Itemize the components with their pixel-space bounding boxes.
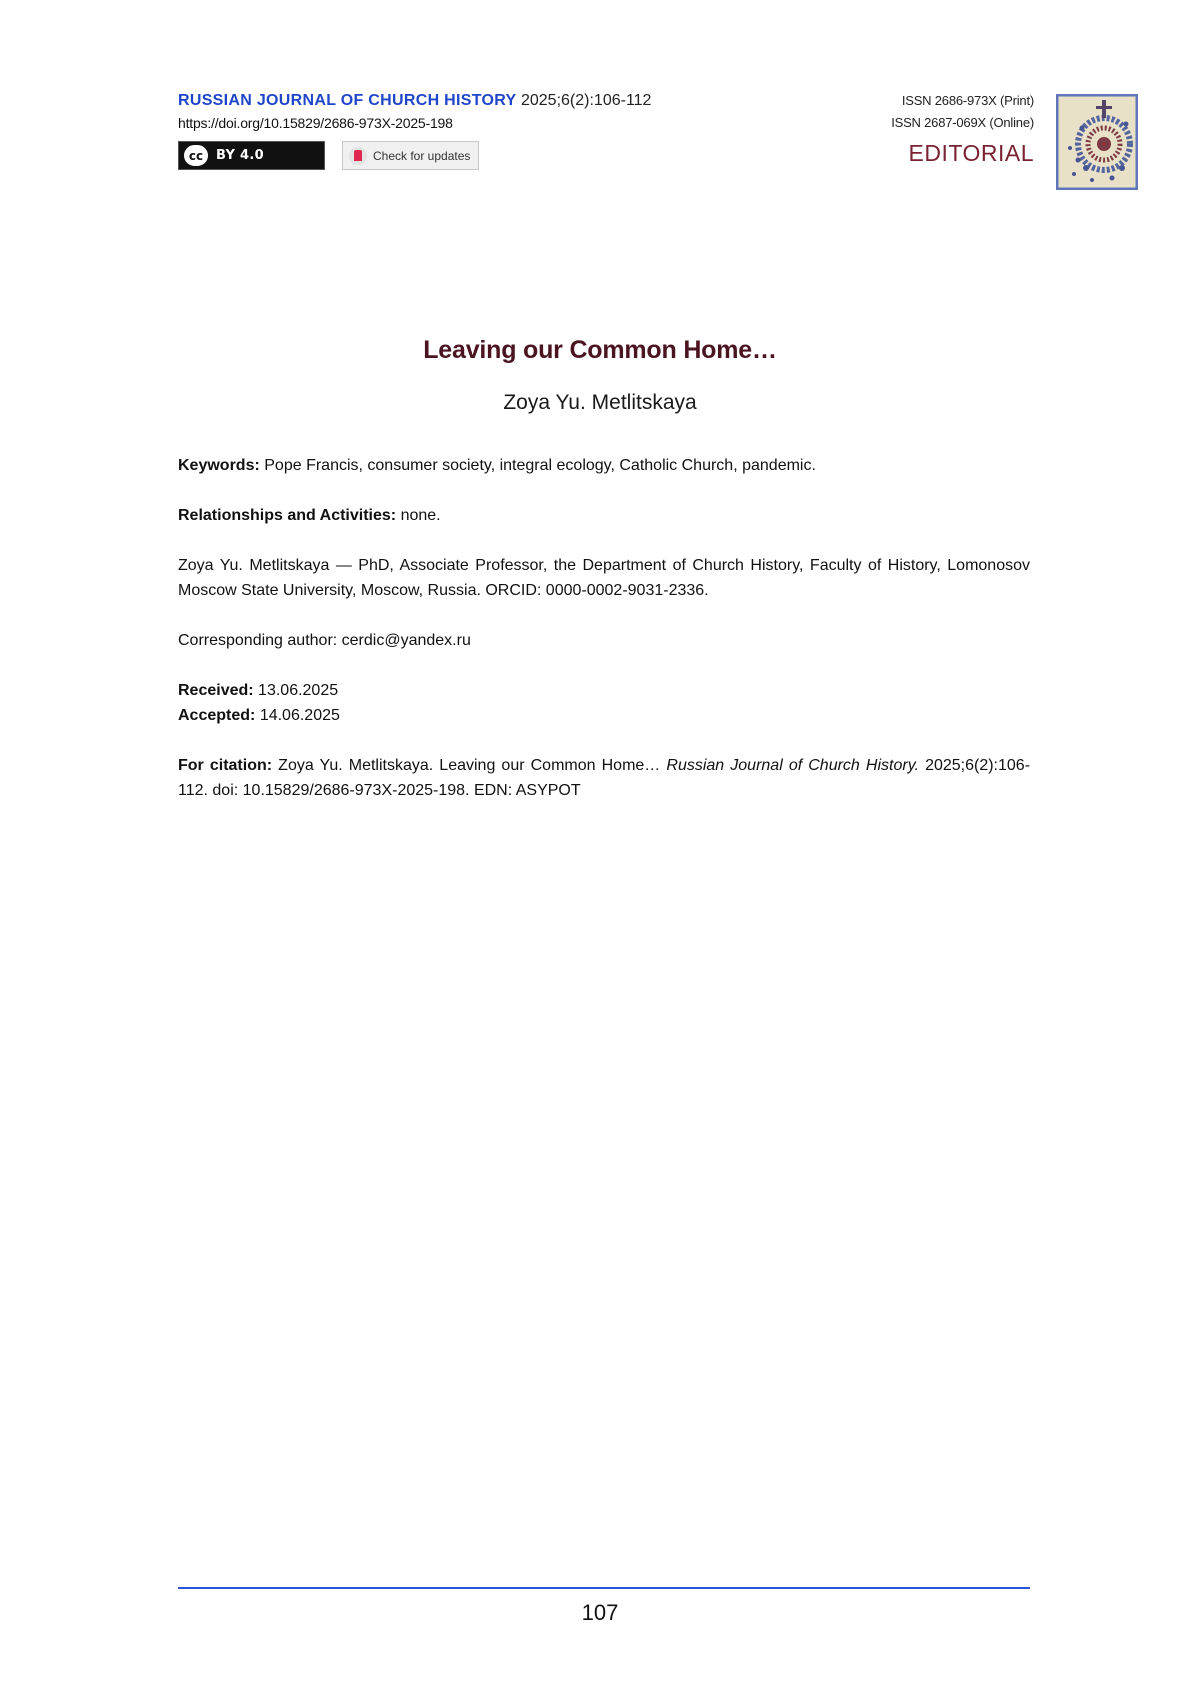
check-for-updates-button[interactable]	[342, 141, 479, 170]
citation-details: 2025;6(2):106-112. doi: 10.15829/2686-973X-2025-198. EDN: ASYPOT	[178, 757, 1031, 799]
footer-rule	[178, 1587, 1030, 1589]
page-number: 107	[581, 1600, 619, 1625]
check-for-updates-label: Check for updates	[373, 148, 471, 163]
license-label: BY 4.0	[216, 148, 264, 163]
journal-header	[178, 90, 738, 133]
cc-icon: cc	[182, 143, 210, 168]
citation-label: For citation:	[178, 757, 273, 774]
crossmark-icon	[349, 147, 367, 165]
accepted-value: 14.06.2025	[259, 707, 340, 724]
received-value: 13.06.2025	[258, 682, 339, 699]
relationships-value: none.	[400, 507, 441, 524]
journal-issue-ref: 2025;6(2):106-112	[520, 92, 652, 109]
journal-name[interactable]: RUSSIAN JOURNAL OF CHURCH HISTORY	[178, 92, 517, 109]
keywords-value: Pope Francis, consumer society, integral ecology, Catholic Church, pandemic.	[264, 457, 816, 474]
author-affiliation: Zoya Yu. Metlitskaya — PhD, Associate Professor, the Department of Church History, Faculty of History, Lomonosov Moscow State University, Moscow, Russia. ORCID: 0000-0002-9031-2336.	[178, 557, 1030, 599]
accepted-label: Accepted:	[178, 707, 256, 724]
received-label: Received:	[178, 682, 254, 699]
citation	[178, 753, 1030, 803]
section-label: EDITORIAL	[908, 140, 1034, 166]
corresponding-author[interactable]: Corresponding author: cerdic@yandex.ru	[178, 632, 471, 649]
relationships	[178, 503, 1030, 528]
doi-link[interactable]: https://doi.org/10.15829/2686-973X-2025-198	[178, 115, 453, 131]
journal-line	[178, 90, 738, 112]
keywords	[178, 453, 1030, 478]
keywords-label: Keywords:	[178, 457, 260, 474]
license-badge[interactable]	[178, 141, 325, 170]
issn-print: ISSN 2686-973X (Print)	[901, 93, 1034, 108]
issn-block	[891, 90, 1034, 167]
article-metadata	[178, 453, 1030, 828]
received-date	[178, 678, 1030, 703]
citation-text: Zoya Yu. Metlitskaya. Leaving our Common Home…	[278, 757, 661, 774]
article-title: Leaving our Common Home…	[423, 336, 777, 364]
issn-online: ISSN 2687-069X (Online)	[891, 115, 1034, 130]
journal-emblem-icon	[1056, 94, 1138, 190]
relationships-label: Relationships and Activities:	[178, 507, 397, 524]
citation-journal: Russian Journal of Church History.	[666, 757, 919, 774]
article-author: Zoya Yu. Metlitskaya	[503, 391, 697, 414]
accepted-date	[178, 703, 1030, 728]
